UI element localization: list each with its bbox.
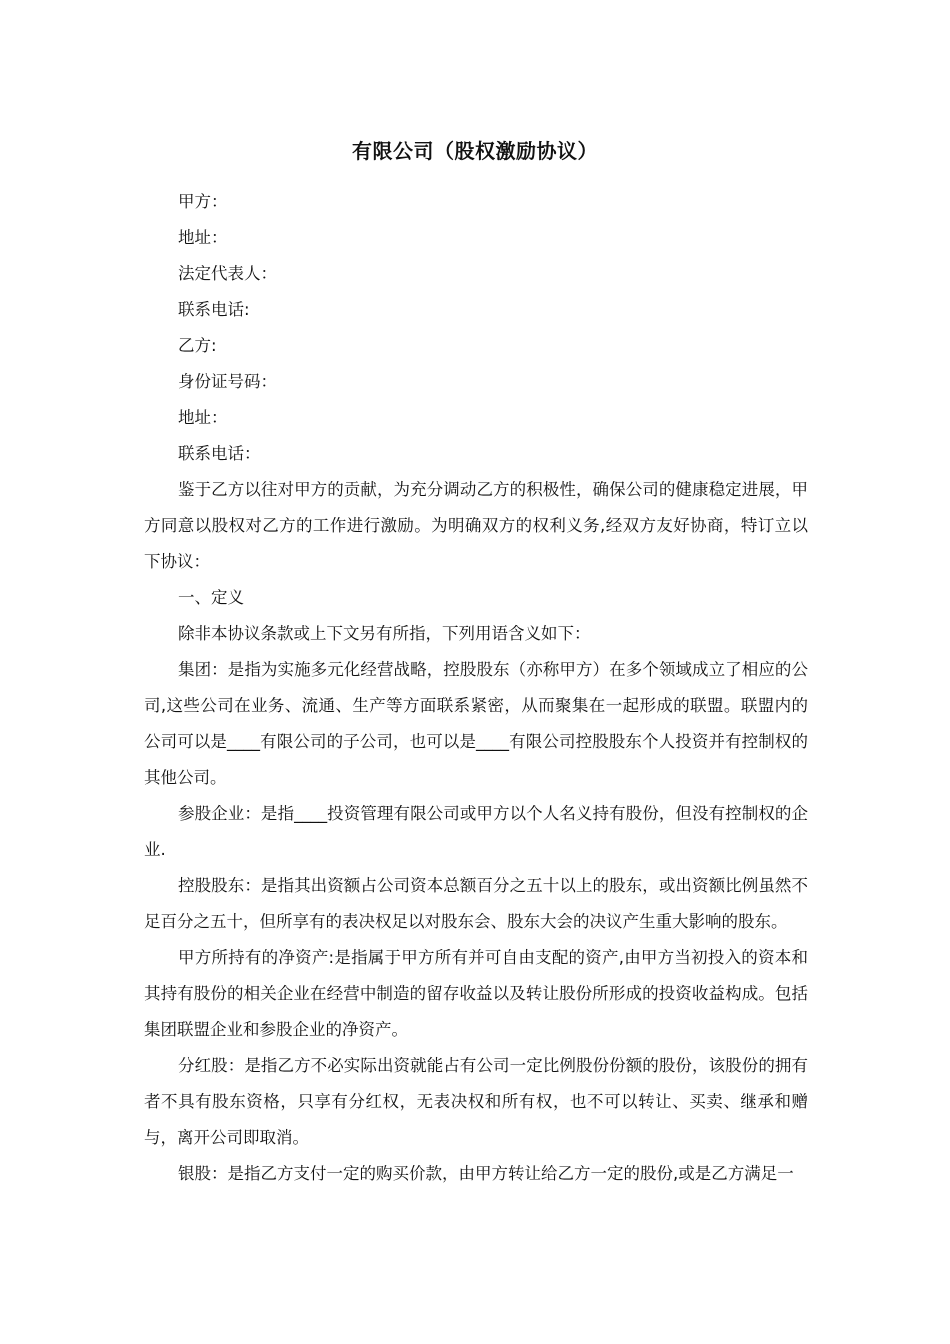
definition-controlling-shareholder: 控股股东：是指其出资额占公司资本总额百分之五十以上的股东，或出资额比例虽然不足百分之五十，但所享有的表决权足以对股东会、股东大会的决议产生重大影响的股东。 [144,876,808,931]
legal-representative-field: 法定代表人： [178,264,277,283]
section-heading: 一、定义 [178,588,244,607]
party-a-field: 甲方： [178,192,228,211]
party-a-phone-field: 联系电话: [178,300,250,319]
document-title: 有限公司（股权激励协议） [352,139,598,163]
document-body [144,184,808,1192]
definition-dividend-shares: 分红股：是指乙方不必实际出资就能占有公司一定比例股份份额的股份，该股份的拥有者不具有股东资格，只享有分红权，无表决权和所有权，也不可以转让、买卖、继承和赠与，离开公司即取消。 [144,1056,808,1147]
id-number-field: 身份证号码： [178,372,277,391]
party-b-phone-field: 联系电话： [178,444,261,463]
definition-group: 集团：是指为实施多元化经营战略，控股股东（亦称甲方）在多个领域成立了相应的公司,这些公司在业务、流通、生产等方面联系紧密，从而聚集在一起形成的联盟。联盟内的公司可以是____有限公司的子公司，也可以是____有限公司控股股东个人投资并有控制权的其他公司。 [144,660,808,787]
preamble-paragraph: 鉴于乙方以往对甲方的贡献，为充分调动乙方的积极性，确保公司的健康稳定进展，甲方同意以股权对乙方的工作进行激励。为明确双方的权利义务,经双方友好协商，特订立以下协议： [144,480,808,571]
definition-net-assets: 甲方所持有的净资产:是指属于甲方所有并可自由支配的资产,由甲方当初投入的资本和其持有股份的相关企业在经营中制造的留存收益以及转让股份所形成的投资收益构成。包括集团联盟企业和参股企业的净资产。 [144,948,808,1039]
party-a-address-field: 地址： [178,228,228,247]
definition-silver-shares: 银股：是指乙方支付一定的购买价款，由甲方转让给乙方一定的股份,或是乙方满足一 [178,1164,794,1183]
party-b-field: 乙方: [178,336,217,355]
party-b-address-field: 地址： [178,408,228,427]
definitions-intro: 除非本协议条款或上下文另有所指，下列用语含义如下： [178,624,591,643]
definition-equity-participation: 参股企业：是指____投资管理有限公司或甲方以个人名义持有股份，但没有控制权的企业. [144,804,808,859]
